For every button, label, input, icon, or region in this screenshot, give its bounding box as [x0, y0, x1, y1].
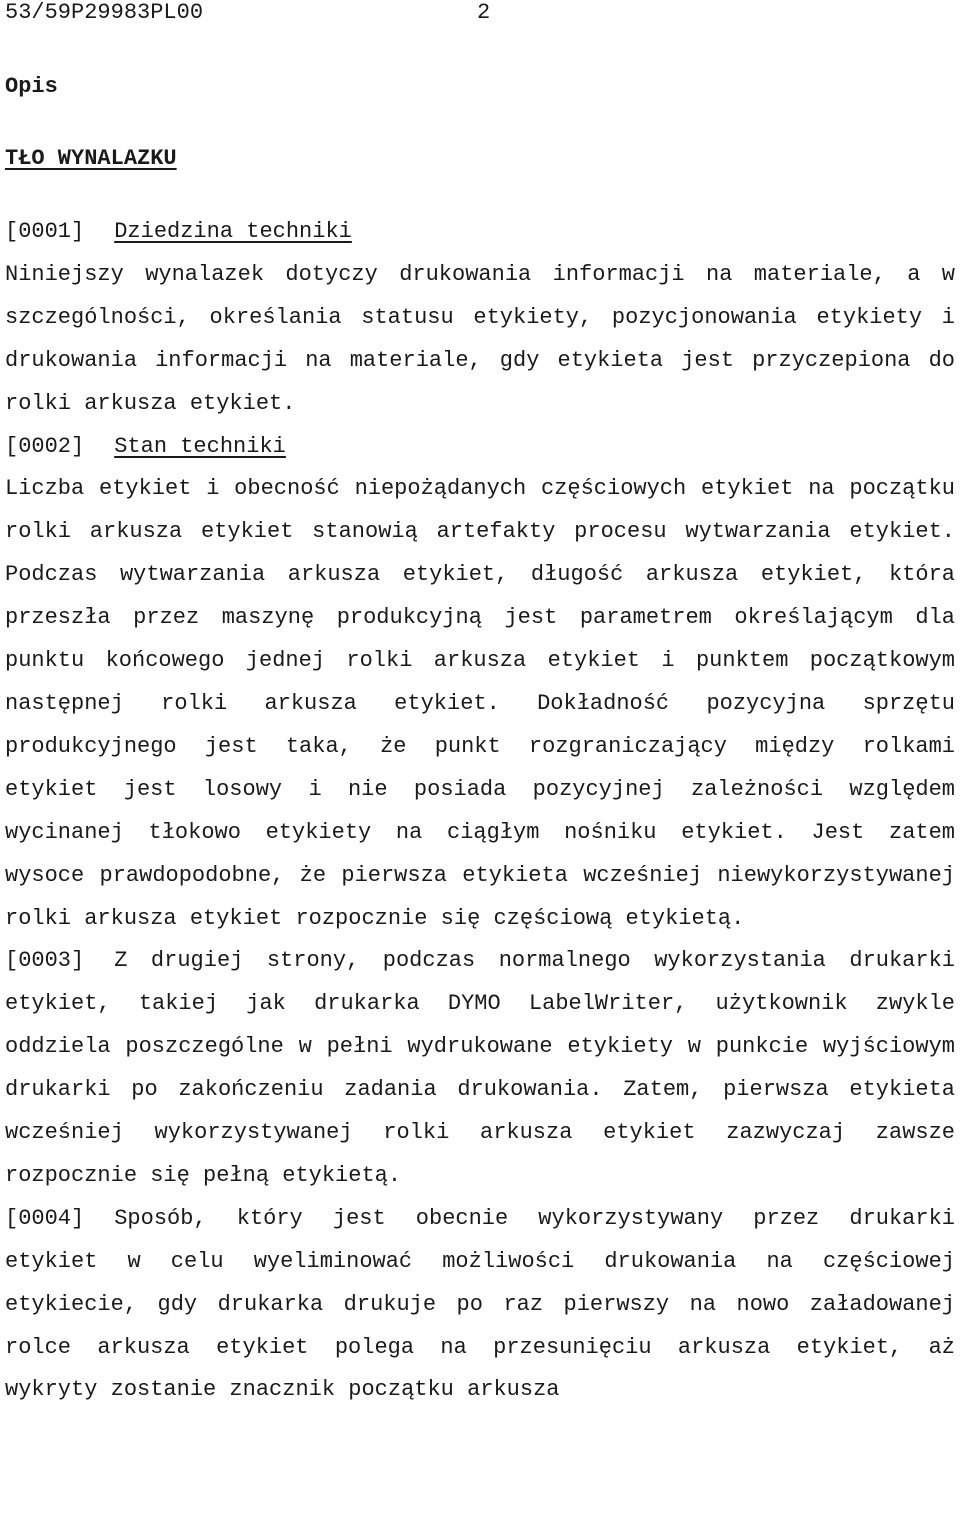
- paragraph-text: Liczba etykiet i obecność niepożądanych częściowych etykiet na początku rolki arkusza etykiet stanowią artefakty procesu wytwarzania etykiet. Podczas wytwarzania arkusza etykiet, długość arkusza etykiet, która przeszła przez maszynę produkcyjną jest parametrem określającym dla punktu końcowego jednej rolki arkusza etykiet i punktem początkowym następnej rolki arkusza etykiet. Dokładność pozycyjna sprzętu produkcyjnego jest taka, że punkt rozgraniczający między rolkami etykiet jest losowy i nie posiada pozycyjnej zależności względem wycinanej tłokowo etykiety na ciągłym nośniku etykiet. Jest zatem wysoce prawdopodobne, że pierwsza etykieta wcześniej niewykorzystywanej rolki arkusza etykiet rozpocznie się częściową etykietą.: [5, 476, 955, 931]
- document-id: 53/59P29983PL00: [5, 0, 204, 25]
- paragraph-0002: [5, 426, 955, 941]
- document-page: [5, 0, 955, 1403]
- paragraph-title: Stan techniki: [114, 433, 286, 459]
- paragraph-title: Dziedzina techniki: [114, 219, 352, 244]
- section-heading-opis: Opis: [5, 74, 58, 99]
- paragraph-0003: [5, 940, 955, 1197]
- paragraph-number: [0004]: [5, 1205, 85, 1231]
- paragraph-number: [0002]: [5, 433, 85, 459]
- paragraph-text: Sposób, który jest obecnie wykorzystywany przez drukarki etykiet w celu wyeliminować możliwości drukowania na częściowej etykiecie, gdy drukarka drukuje po raz pierwszy na nowo załadowanej rolce arkusza etykiet polega na przesunięciu arkusza etykiet, aż wykryty zostanie znacznik początku arkusza: [5, 1205, 955, 1403]
- paragraph-number: [0001]: [5, 219, 85, 244]
- paragraph-text: Niniejszy wynalazek dotyczy drukowania informacji na materiale, a w szczególności, określania statusu etykiety, pozycjonowania etykiety i drukowania informacji na materiale, gdy etykieta jest przyczepiona do rolki arkusza etykiet.: [5, 261, 955, 416]
- section-heading-background: TŁO WYNALAZKU: [5, 146, 177, 171]
- paragraph-0004: [5, 1198, 955, 1413]
- page-number: 2: [477, 0, 491, 25]
- paragraph-number: [0003]: [5, 948, 85, 974]
- paragraph-text: Z drugiej strony, podczas normalnego wykorzystania drukarki etykiet, takiej jak drukarka DYMO LabelWriter, użytkownik zwykle oddziela poszczególne w pełni wydrukowane etykiety w punkcie wyjściowym drukarki po zakończeniu zadania drukowania. Zatem, pierwsza etykieta wcześniej wykorzystywanej rolki arkusza etykiet zazwyczaj zawsze rozpocznie się pełną etykietą.: [5, 948, 955, 1188]
- document-body: [5, 211, 955, 1412]
- paragraph-0001: [5, 211, 955, 426]
- page-header: [5, 0, 955, 30]
